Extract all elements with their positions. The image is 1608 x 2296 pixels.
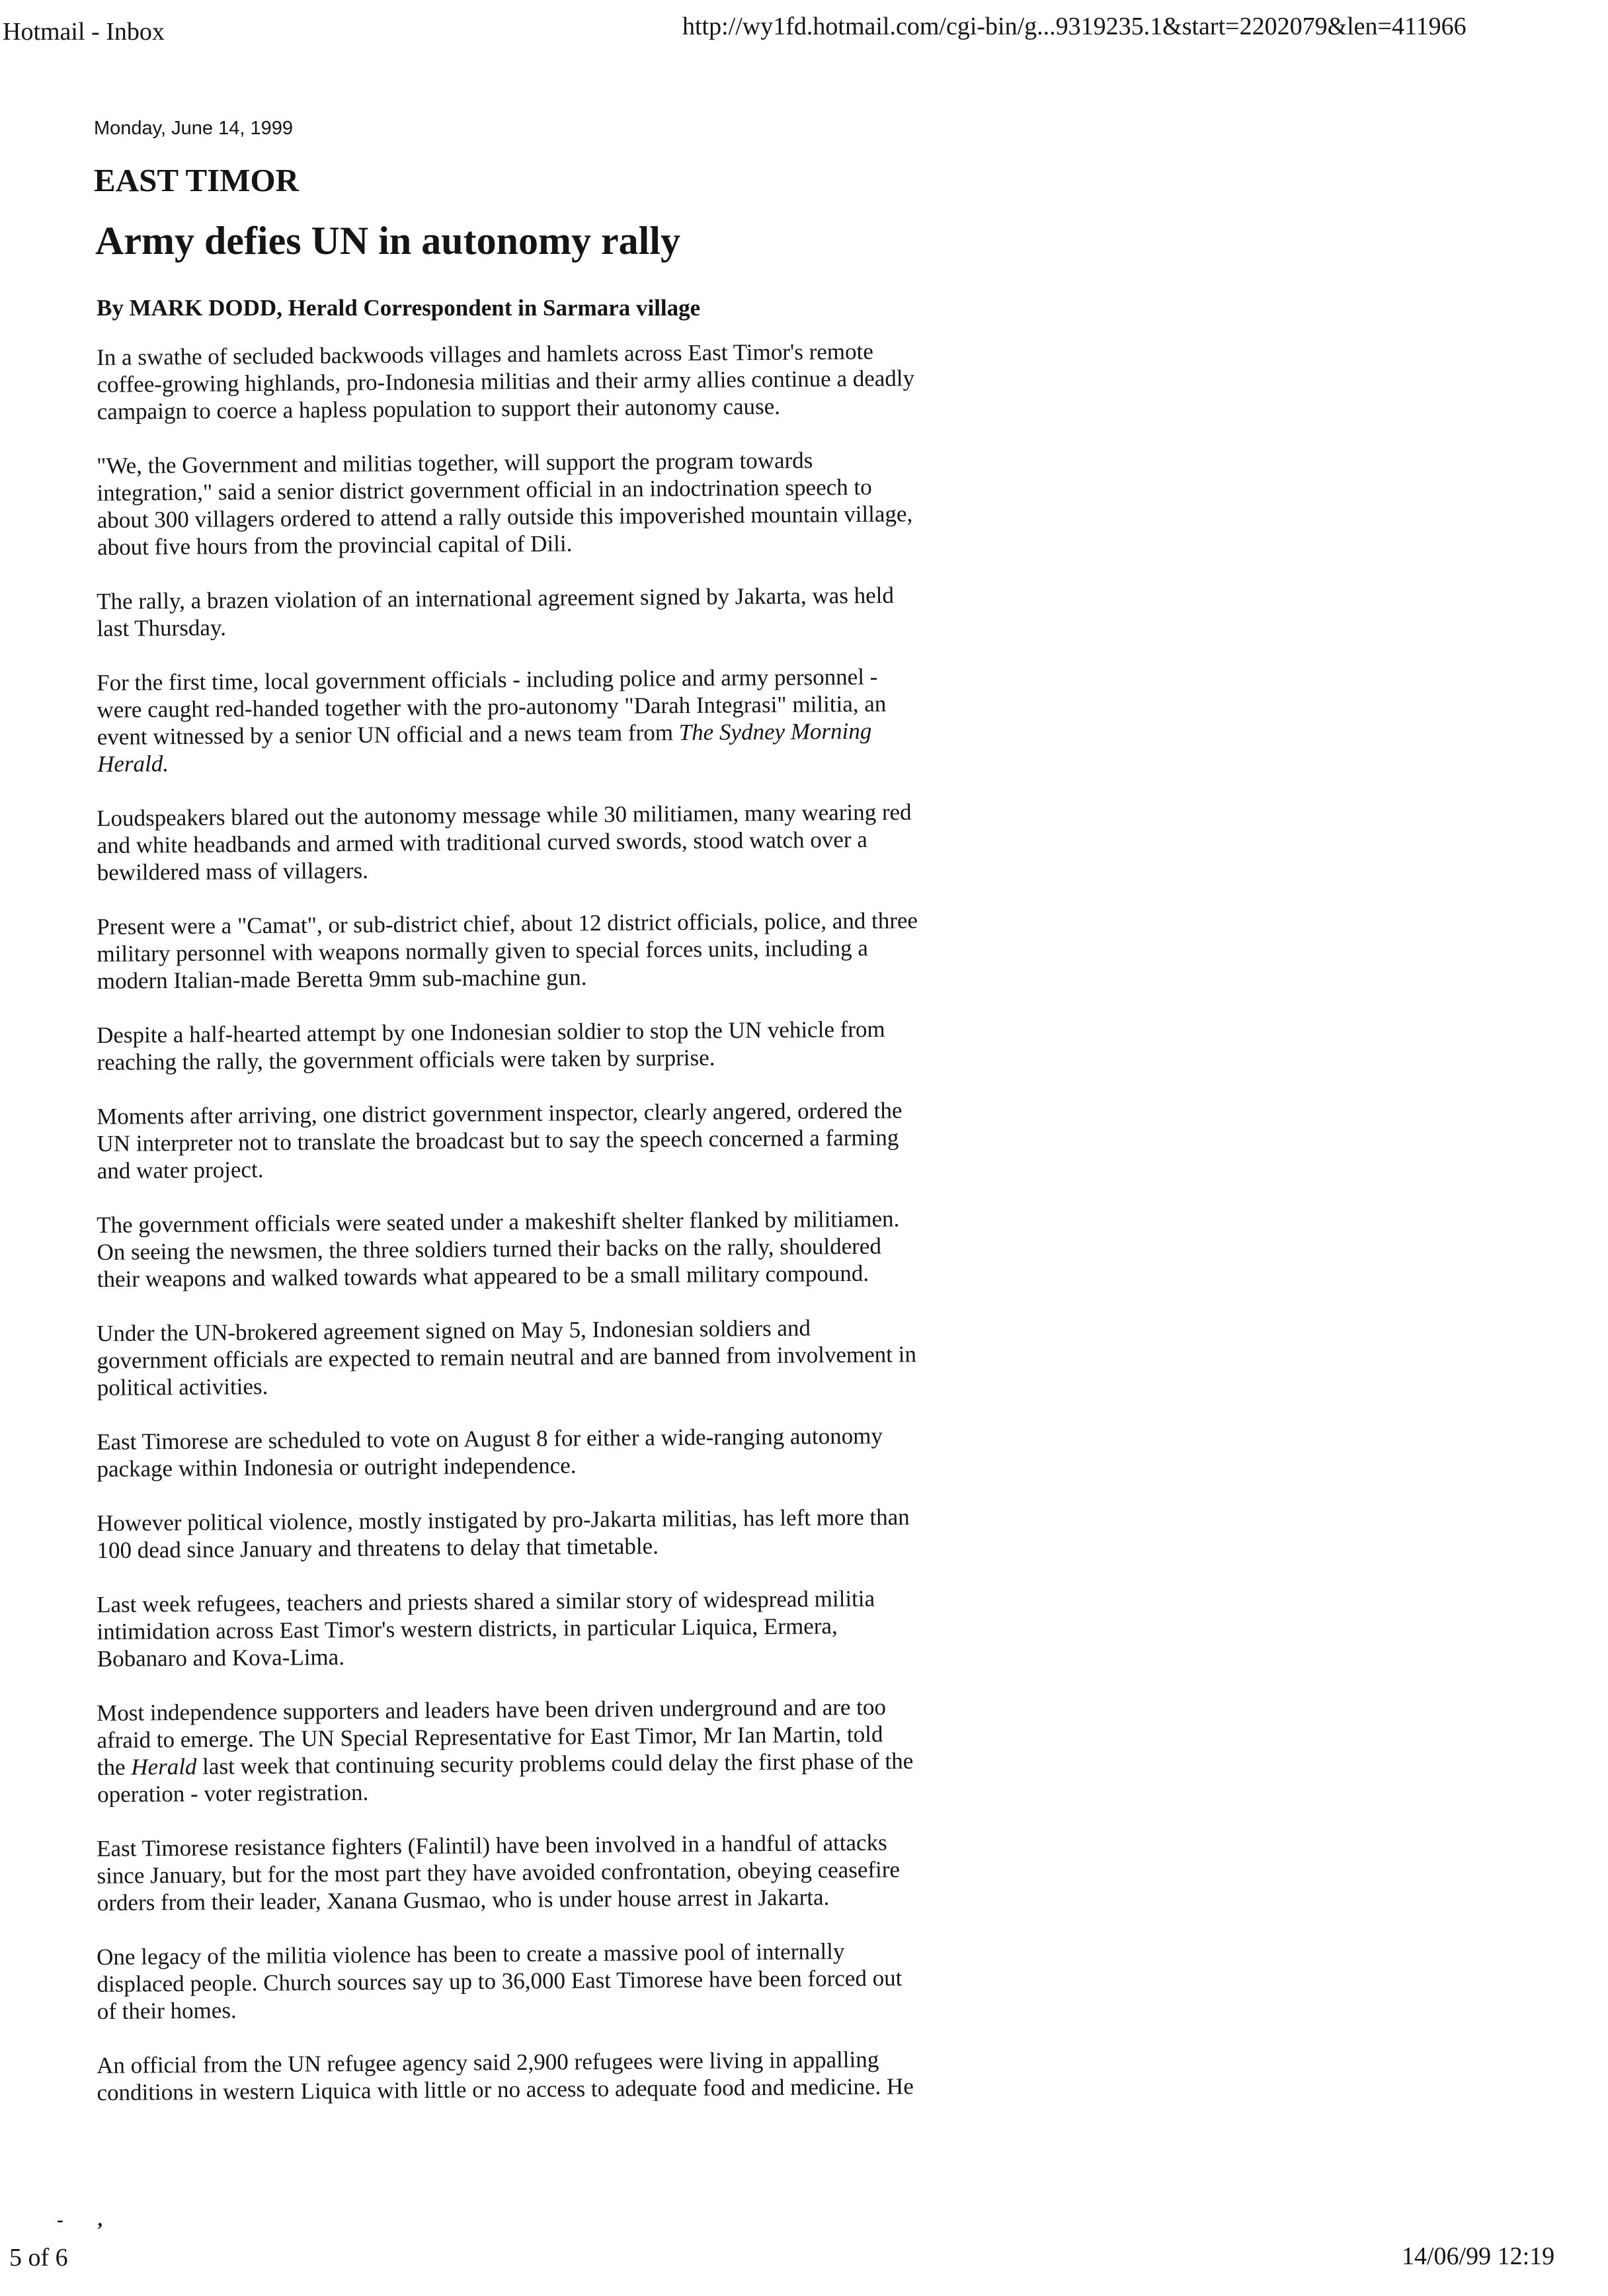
text-line: Present were a "Camat", or sub-district chief, about 12 district officials, police, and three bbox=[97, 907, 918, 940]
text-line: Despite a half-hearted attempt by one Indonesian soldier to stop the UN vehicle from bbox=[97, 1016, 885, 1048]
article-date: Monday, June 14, 1999 bbox=[94, 118, 293, 139]
section-heading: EAST TIMOR bbox=[94, 162, 299, 198]
article-paragraph bbox=[97, 1502, 1109, 1564]
page-url: http://wy1fd.hotmail.com/cgi-bin/g...9319235.1&start=2202079&len=411966 bbox=[682, 13, 1467, 40]
text-line: about five hours from the provincial capital of Dili. bbox=[97, 530, 573, 560]
text-line: The government officials were seated under a makeshift shelter flanked by militiamen. bbox=[97, 1206, 900, 1238]
article-paragraph bbox=[97, 1312, 1109, 1401]
text-line: government officials are expected to remain neutral and are banned from involvement in bbox=[97, 1341, 917, 1374]
text-line: military personnel with weapons normally given to special forces units, including a bbox=[97, 934, 869, 967]
text-line: of their homes. bbox=[97, 1997, 237, 2024]
text-line: East Timorese resistance fighters (Falintil) have been involved in a handful of attacks bbox=[97, 1829, 887, 1862]
text-fragment: the bbox=[97, 1754, 132, 1780]
article-byline: By MARK DODD, Herald Correspondent in Sarmara village bbox=[97, 295, 701, 321]
text-line: Under the UN-brokered agreement signed on May 5, Indonesian soldiers and bbox=[97, 1315, 811, 1346]
article-paragraph bbox=[97, 1583, 1109, 1672]
publication-name: Herald. bbox=[97, 751, 169, 777]
article-paragraph bbox=[97, 336, 1109, 425]
page-number: 5 of 6 bbox=[9, 2244, 68, 2272]
text-line: reaching the rally, the government officials were taken by surprise. bbox=[97, 1044, 715, 1075]
text-line: and water project. bbox=[97, 1157, 264, 1184]
window-title: Hotmail - Inbox bbox=[3, 18, 165, 46]
text-line: For the first time, local government officials - including police and army personnel - bbox=[97, 663, 878, 696]
article-paragraph bbox=[97, 1692, 1109, 1808]
text-line: about 300 villagers ordered to attend a rally outside this impoverished mountain village, bbox=[97, 501, 913, 533]
text-line: The rally, a brazen violation of an international agreement signed by Jakarta, was held bbox=[97, 582, 895, 614]
article-paragraph bbox=[97, 1014, 1109, 1076]
publication-name: The Sydney Morning bbox=[678, 718, 872, 746]
article-paragraph bbox=[97, 580, 1109, 642]
text-line: One legacy of the militia violence has been to create a massive pool of internally bbox=[97, 1938, 845, 1970]
text-line: campaign to coerce a hapless population to support their autonomy cause. bbox=[97, 393, 781, 425]
print-timestamp: 14/06/99 12:19 bbox=[1402, 2242, 1555, 2270]
article-headline: Army defies UN in autonomy rally bbox=[95, 219, 680, 263]
article-paragraph bbox=[97, 661, 1109, 778]
text-fragment: last week that continuing security problems could delay the first phase of the bbox=[196, 1748, 914, 1780]
article-paragraph bbox=[97, 2044, 1109, 2106]
text-line: East Timorese are scheduled to vote on August 8 for either a wide-ranging autonomy bbox=[97, 1422, 883, 1455]
text-line: "We, the Government and militias together, will support the program towards bbox=[97, 447, 813, 479]
text-line: since January, but for the most part they have avoided confrontation, obeying ceasefire bbox=[97, 1856, 901, 1889]
text-line: In a swathe of secluded backwoods villages and hamlets across East Timor's remote bbox=[97, 338, 873, 370]
text-line: displaced people. Church sources say up to 36,000 East Timorese have been forced out bbox=[97, 1965, 903, 1997]
text-line: Loudspeakers blared out the autonomy message while 30 militiamen, many wearing red bbox=[97, 799, 912, 831]
text-line: last Thursday. bbox=[97, 614, 227, 641]
article-paragraph bbox=[97, 905, 1109, 995]
text-line: On seeing the newsmen, the three soldiers turned their backs on the rally, shouldered bbox=[97, 1233, 882, 1265]
article-paragraph bbox=[97, 1420, 1109, 1483]
article-paragraph bbox=[97, 1095, 1109, 1184]
text-line: intimidation across East Timor's western districts, in particular Liquica, Ermera, bbox=[97, 1613, 838, 1645]
text-line: operation - voter registration. bbox=[97, 1779, 369, 1807]
text-line: Bobanaro and Kova-Lima. bbox=[97, 1644, 345, 1672]
article-body bbox=[97, 338, 1108, 2133]
text-line: An official from the UN refugee agency said 2,900 refugees were living in appalling bbox=[97, 2046, 879, 2078]
article-paragraph bbox=[97, 1204, 1109, 1293]
text-line: Last week refugees, teachers and priests shared a similar story of widespread militia bbox=[97, 1585, 875, 1618]
text-line: However political violence, mostly instigated by pro-Jakarta militias, has left more than bbox=[97, 1504, 910, 1536]
scan-marks: - , bbox=[57, 2209, 117, 2231]
text-line: were caught red-handed together with the pro-autonomy "Darah Integrasi" militia, an bbox=[97, 690, 887, 723]
article-paragraph bbox=[97, 1936, 1109, 2025]
text-line: modern Italian-made Beretta 9mm sub-machine gun. bbox=[97, 964, 587, 994]
text-line: integration," said a senior district government official in an indoctrination speech to bbox=[97, 473, 872, 506]
text-line: and white headbands and armed with traditional curved swords, stood watch over a bbox=[97, 826, 867, 858]
text-line: Moments after arriving, one district government inspector, clearly angered, ordered the bbox=[97, 1097, 903, 1129]
article-paragraph bbox=[97, 444, 1109, 561]
text-line: orders from their leader, Xanana Gusmao, who is under house arrest in Jakarta. bbox=[97, 1884, 830, 1916]
text-line: UN interpreter not to translate the broadcast but to say the speech concerned a farming bbox=[97, 1124, 899, 1157]
text-line: their weapons and walked towards what appeared to be a small military compound. bbox=[97, 1260, 869, 1292]
text-line: political activities. bbox=[97, 1373, 268, 1401]
text-line: 100 dead since January and threatens to delay that timetable. bbox=[97, 1533, 659, 1563]
publication-name: Herald bbox=[131, 1753, 197, 1780]
text-line: afraid to emerge. The UN Special Representative for East Timor, Mr Ian Martin, told bbox=[97, 1721, 883, 1753]
text-line: conditions in western Liquica with little or no access to adequate food and medicine. He bbox=[97, 2073, 914, 2106]
text-line: Most independence supporters and leaders have been driven underground and are too bbox=[97, 1694, 887, 1726]
text-line: coffee-growing highlands, pro-Indonesia militias and their army allies continue a deadly bbox=[97, 365, 915, 397]
article-paragraph bbox=[97, 797, 1109, 886]
text-fragment: event witnessed by a senior UN official and a news team from bbox=[97, 719, 679, 750]
text-line: package within Indonesia or outright independence. bbox=[97, 1452, 577, 1482]
article-paragraph bbox=[97, 1827, 1109, 1916]
text-line: bewildered mass of villagers. bbox=[97, 857, 369, 885]
